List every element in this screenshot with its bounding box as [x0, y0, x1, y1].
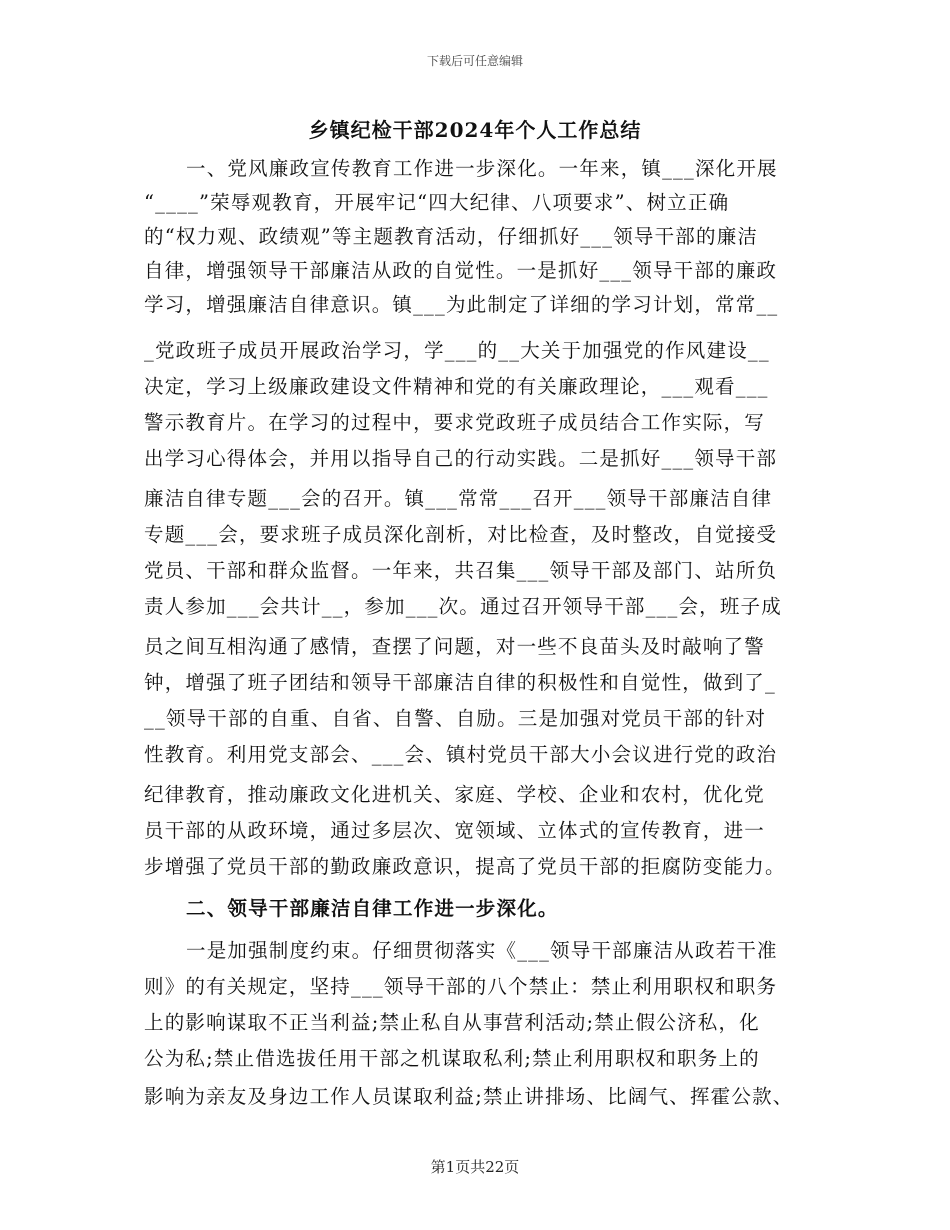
- body-line: 学习，增强廉洁自律意识。镇___为此制定了详细的学习计划，常常__: [144, 293, 779, 316]
- body-line: 决定，学习上级廉政建设文件精神和党的有关廉政理论，___观看___: [144, 375, 769, 398]
- page-header: 下载后可任意编辑: [426, 54, 523, 68]
- body-line: 员干部的从政环境，通过多层次、宽领域、立体式的宣传教育，进一: [144, 819, 766, 842]
- body-line: 责人参加___会共计__，参加___次。通过召开领导干部___会，班子成: [144, 595, 782, 618]
- body-line: 公为私;禁止借选拔任用干部之机谋取私利;禁止利用职权和职务上的: [144, 1047, 760, 1070]
- page-footer: 第1页共22页: [430, 1158, 520, 1176]
- body-line: __领导干部的自重、自省、自警、自励。三是加强对党员干部的针对: [144, 707, 767, 730]
- body-line: 专题___会，要求班子成员深化剖析，对比检查，及时整改，自觉接受: [144, 523, 778, 546]
- body-line: 钟，增强了班子团结和领导干部廉洁自律的积极性和自觉性，做到了_: [144, 671, 776, 694]
- section-heading: 二、领导干部廉洁自律工作进一步深化。: [186, 897, 559, 920]
- body-line: 的“权力观、政绩观”等主题教育活动，仔细抓好___领导干部的廉洁: [144, 225, 759, 248]
- body-line: 上的影响谋取不正当利益;禁止私自从事营利活动;禁止假公济私，化: [144, 1011, 760, 1034]
- body-line: 出学习心得体会，并用以指导自己的行动实践。二是抓好___领导干部: [144, 447, 778, 470]
- body-line: “____”荣辱观教育，开展牢记“四大纪律、八项要求”、树立正确: [144, 191, 730, 214]
- body-line: 则》的有关规定，坚持___领导干部的八个禁止：禁止利用职权和职务: [144, 975, 778, 998]
- body-line: 影响为亲友及身边工作人员谋取利益;禁止讲排场、比阔气、挥霍公款、: [144, 1085, 794, 1108]
- body-line: 员之间互相沟通了感情，查摆了问题，对一些不良苗头及时敲响了警: [144, 635, 766, 658]
- body-line: 党员、干部和群众监督。一年来，共召集___领导干部及部门、站所负: [144, 559, 778, 582]
- body-line: 纪律教育，推动廉政文化进机关、家庭、学校、企业和农村，优化党: [144, 783, 766, 806]
- body-line: 一、党风廉政宣传教育工作进一步深化。一年来，镇___深化开展: [186, 157, 778, 180]
- body-line: 警示教育片。在学习的过程中，要求党政班子成员结合工作实际，写: [144, 411, 766, 434]
- document-title: 乡镇纪检干部2024年个人工作总结: [308, 118, 642, 142]
- body-line: 廉洁自律专题___会的召开。镇___常常___召开___领导干部廉洁自律: [144, 487, 773, 510]
- body-line: 自律，增强领导干部廉洁从政的自觉性。一是抓好___领导干部的廉政: [144, 259, 778, 282]
- body-line: _党政班子成员开展政治学习，学___的__大关于加强党的作风建设__: [144, 339, 770, 362]
- body-line: 步增强了党员干部的勤政廉政意识，提高了党员干部的拒腐防变能力。: [144, 855, 786, 878]
- body-line: 一是加强制度约束。仔细贯彻落实《___领导干部廉洁从政若干准: [186, 939, 778, 962]
- body-line: 性教育。利用党支部会、___会、镇村党员干部大小会议进行党的政治: [144, 743, 778, 766]
